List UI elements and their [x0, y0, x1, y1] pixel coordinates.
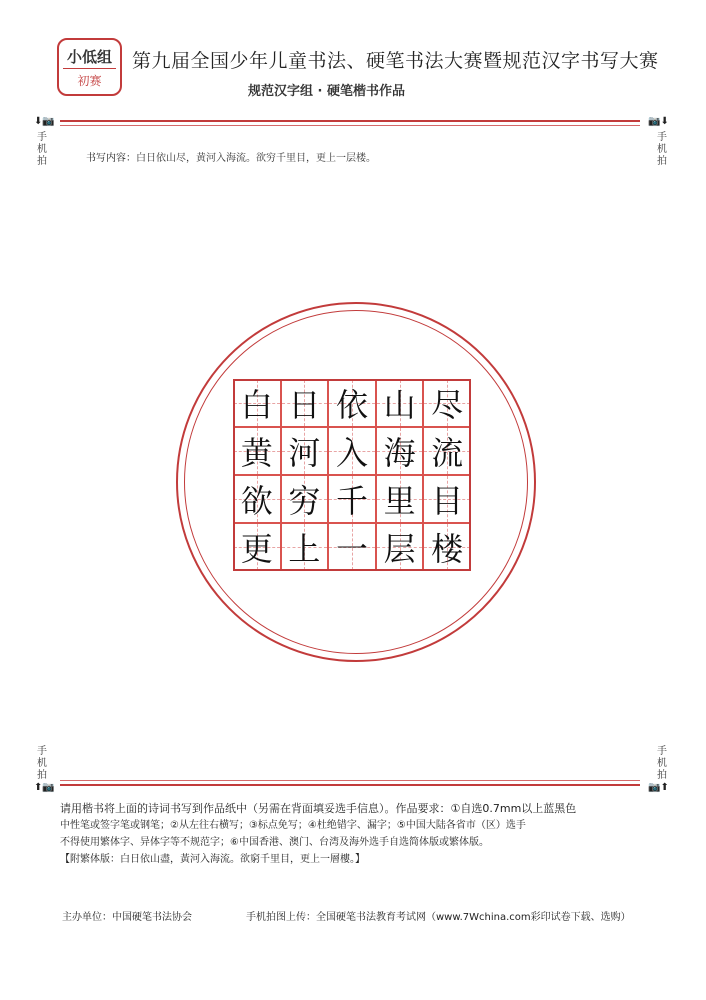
phone-label-top-right: 手机拍 — [657, 132, 667, 167]
phone-label-bottom-left: 手机拍 — [37, 746, 47, 781]
page-subtitle: 规范汉字组 · 硬笔楷书作品 — [248, 84, 405, 99]
grid-character: 流 — [431, 434, 464, 472]
grid-cell — [281, 523, 329, 571]
grid-cell — [328, 523, 376, 571]
grid-cell — [281, 379, 329, 427]
grid-cell — [423, 523, 471, 571]
grid-character: 海 — [383, 434, 416, 472]
grid-character: 楼 — [431, 530, 464, 568]
grid-character: 目 — [431, 482, 464, 520]
grid-character: 里 — [383, 482, 416, 520]
grid-character: 千 — [335, 482, 368, 520]
grid-character: 黄 — [240, 434, 273, 472]
top-rule — [60, 120, 640, 122]
grid-character: 河 — [288, 434, 321, 472]
grid-character: 日 — [288, 386, 321, 424]
grid-character: 穷 — [288, 482, 321, 520]
grid-character: 依 — [335, 386, 368, 424]
grid-cell — [376, 427, 424, 475]
grid-character: 层 — [383, 530, 416, 568]
content-label: 书写内容： — [86, 153, 136, 164]
top-rule-thin — [60, 125, 640, 126]
phone-label-top-left: 手机拍 — [37, 132, 47, 167]
badge-group-label: 小低组 — [66, 48, 112, 66]
badge-stage-label: 初赛 — [77, 74, 102, 88]
grid-character: 尽 — [431, 386, 464, 424]
grid-cell — [328, 475, 376, 523]
grid-character: 白 — [240, 386, 273, 424]
writing-grid — [233, 379, 471, 571]
requirements-line-1: 请用楷书将上面的诗词书写到作品纸中（另需在背面填妥选手信息）。作品要求：①自选0.7mm以上蓝黑色 — [60, 802, 577, 815]
requirements-line-2: 中性笔或签字笔或钢笔；②从左往右横写；③标点免写；④杜绝错字、漏字；⑤中国大陆各省市（区）选手 — [60, 820, 526, 831]
upload-info: 手机拍图上传：全国硬笔书法教育考试网（www.7Wchina.com彩印试卷下载、选购） — [246, 912, 631, 923]
grid-cell — [423, 475, 471, 523]
grid-character: 上 — [288, 530, 321, 568]
grid-character: 山 — [383, 386, 416, 424]
grid-character: 更 — [240, 530, 273, 568]
camera-marker-bottom-right: 📷⬆ — [648, 782, 669, 793]
camera-marker-top-right: 📷⬇ — [648, 116, 669, 127]
grid-cell — [376, 475, 424, 523]
grid-cell — [328, 427, 376, 475]
content-line — [86, 149, 376, 164]
grid-cell — [233, 475, 281, 523]
grid-cell — [233, 523, 281, 571]
group-badge — [57, 38, 122, 96]
bottom-rule — [60, 784, 640, 786]
requirements-line-4: 【附繁体版：白日依山盡，黃河入海流。欲窮千里目，更上一層樓。】 — [60, 854, 365, 865]
grid-cell — [281, 427, 329, 475]
grid-cell — [423, 379, 471, 427]
camera-marker-top-left: ⬇📷 — [34, 116, 55, 127]
grid-character: 欲 — [240, 482, 273, 520]
grid-cell — [328, 379, 376, 427]
grid-cell — [376, 523, 424, 571]
grid-cell — [233, 427, 281, 475]
grid-cell — [281, 475, 329, 523]
grid-character: 一 — [335, 530, 368, 568]
grid-cell — [233, 379, 281, 427]
grid-character: 入 — [335, 434, 368, 472]
content-text: 白日依山尽，黄河入海流。欲穷千里目，更上一层楼。 — [136, 153, 376, 164]
requirements — [60, 800, 650, 868]
requirements-line-3: 不得使用繁体字、异体字等不规范字；⑥中国香港、澳门、台湾及海外选手自选简体版或繁体版。 — [60, 837, 489, 848]
camera-marker-bottom-left: ⬆📷 — [34, 782, 55, 793]
page-title: 第九届全国少年儿童书法、硬笔书法大赛暨规范汉字书写大赛 — [132, 50, 659, 72]
bottom-rule-thin — [60, 780, 640, 781]
grid-cell — [423, 427, 471, 475]
grid-cell — [376, 379, 424, 427]
organizer: 主办单位：中国硬笔书法协会 — [62, 912, 192, 923]
phone-label-bottom-right: 手机拍 — [657, 746, 667, 781]
